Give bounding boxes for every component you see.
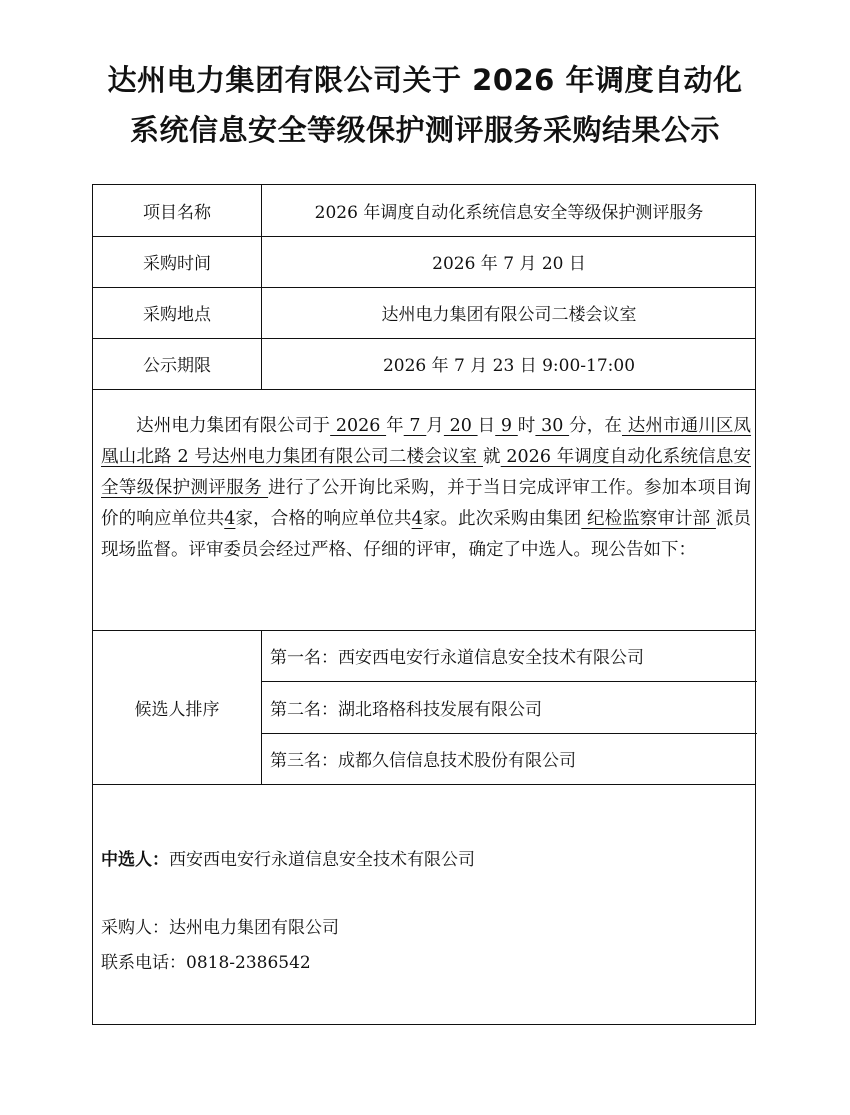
label-project-name: 项目名称	[143, 203, 211, 223]
label-candidate-ranking: 候选人排序	[134, 699, 220, 720]
winner-label: 中选人：	[101, 850, 169, 870]
row-divider	[93, 784, 755, 785]
notice-text: 达州电力集团有限公司于	[136, 416, 331, 436]
notice-text: 分，在	[569, 416, 622, 436]
notice-location: 达州市通川区凤凰山北路 2 号达州电力集团有限公司二楼会议室	[101, 416, 752, 467]
notice-day: 20	[443, 416, 478, 436]
purchaser-line: 采购人：达州电力集团有限公司	[101, 918, 339, 938]
document-title-line-2: 系统信息安全等级保护测评服务采购结果公示	[129, 113, 720, 147]
document-title-line-1: 达州电力集团有限公司关于 2026 年调度自动化	[107, 63, 743, 97]
label-procurement-place: 采购地点	[143, 305, 211, 325]
label-publicity-period: 公示期限	[143, 356, 211, 376]
notice-text: 家。此次采购由集团	[422, 509, 582, 529]
winner-name: 西安西电安行永道信息安全技术有限公司	[169, 850, 475, 870]
announcement-table	[92, 184, 756, 1025]
notice-month: 7	[403, 416, 427, 436]
notice-text: 就	[482, 447, 501, 467]
value-procurement-place: 达州电力集团有限公司二楼会议室	[381, 305, 637, 325]
notice-text: 年	[386, 416, 404, 436]
notice-hour: 9	[495, 416, 518, 436]
notice-text: 月	[426, 416, 444, 436]
notice-project: 2026 年调度自动化系统信息安全等级保护测评服务	[101, 447, 751, 498]
contact-phone-line: 联系电话：0818-2386542	[101, 953, 311, 973]
value-procurement-time: 2026 年 7 月 20 日	[432, 254, 586, 274]
notice-minute: 30	[535, 416, 570, 436]
notice-text: 家，合格的响应单位共	[235, 509, 412, 529]
notice-supervisor: 纪检监察审计部	[581, 509, 716, 529]
notice-year: 2026	[330, 416, 387, 436]
candidate-first: 第一名：西安西电安行永道信息安全技术有限公司	[270, 648, 644, 668]
winner-line	[101, 845, 475, 870]
notice-paragraph	[101, 411, 751, 566]
notice-text: 进行了公开询比采购，并于当日完成评审工作。参加本项目询价的响应单位共	[101, 478, 752, 529]
value-publicity-period: 2026 年 7 月 23 日 9:00-17:00	[382, 356, 636, 376]
notice-qualified: 4	[411, 509, 423, 529]
notice-responders: 4	[224, 509, 236, 529]
row-divider	[93, 389, 755, 390]
candidate-third: 第三名：成都久信信息技术股份有限公司	[270, 751, 576, 771]
notice-text: 时	[517, 416, 536, 436]
value-project-name: 2026 年调度自动化系统信息安全等级保护测评服务	[314, 203, 704, 223]
label-procurement-time: 采购时间	[143, 254, 211, 274]
notice-text: 派员现场监督。评审委员会经过严格、仔细的评审，确定了中选人。现公告如下：	[101, 509, 752, 560]
notice-text: 日	[477, 416, 496, 436]
candidate-second: 第二名：湖北珞格科技发展有限公司	[270, 699, 542, 720]
